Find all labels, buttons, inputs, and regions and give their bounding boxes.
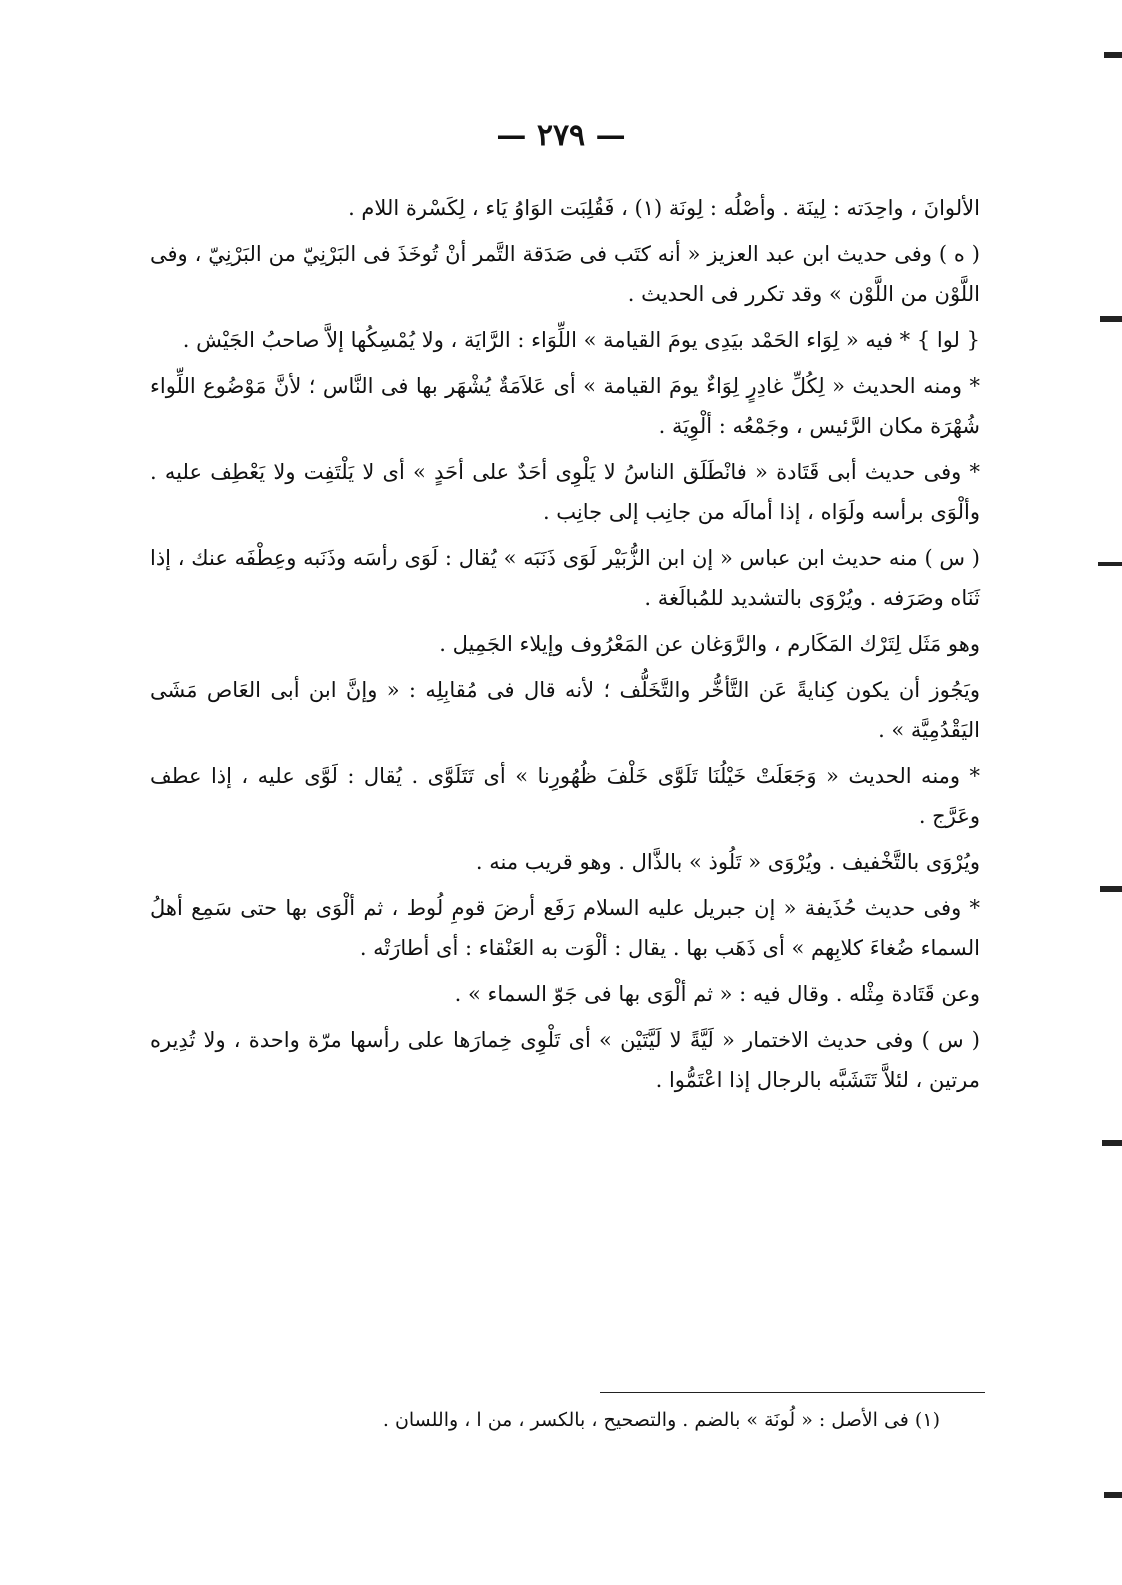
footnote-divider (600, 1392, 985, 1393)
footnote: (١) فى الأصل : « لُونَة » بالضم . والتصحيح ، بالكسر ، من ا ، واللسان . (382, 1409, 940, 1431)
paragraph-7: وهو مَثَل لِتَرْك المَكَارم ، والرَّوَغان عن المَعْرُوف وإيلاء الجَمِيل . (439, 632, 980, 656)
paragraph-1: الألوانَ ، واحِدَته : لِينَة . وأصْلُه : لِونَة (١) ، فَقُلِبَت الوَاوُ يَاء ، لِكَسْرة اللام . (348, 196, 980, 220)
paragraph-8: ويَجُوز أن يكون كِنايةً عَن التَّأخُّر والتَّخَلُّف ؛ لأنه قال فى مُقابِلِه : « وإنَّ ابن أبى العَاص مَشَى اليَقْدُمِيَّة » . (150, 678, 980, 742)
scan-edge-mark (1104, 52, 1122, 58)
paragraph-9: * ومنه الحديث « وَجَعَلَتْ خَيْلُنَا تَلَوَّى خَلْفَ ظُهُورِنا » أى تَتَلَوَّى . يُقال : لَوَّى عليه ، إذا عطف وعَرَّج . (150, 764, 980, 828)
body-text (150, 188, 980, 1100)
paragraph-2: ( ه ) وفى حديث ابن عبد العزيز « أنه كتَب فى صَدَقة التَّمر أنْ تُوخَذَ فى البَرْنِيّ من البَرْنِيّ ، وفى اللَّوْن من اللَّوْن » وقد تكرر فى الحديث . (150, 242, 980, 306)
page-number: — ٢٧٩ — (496, 118, 626, 153)
scan-edge-mark (1102, 1140, 1122, 1146)
paragraph-5: * وفى حديث أبى قَتَادة « فانْطَلَق الناسُ لا يَلْوِى أحَدٌ على أحَدٍ » أى لا يَلْتَفِت ولا يَعْطِف عليه . وألْوَى برأسه ولَوَاه ، إذا أمالَه من جانِب إلى جانِب . (150, 460, 980, 524)
paragraph-4: * ومنه الحديث « لِكُلِّ غادِرٍ لِوَاءٌ يومَ القيامة » أى عَلاَمَةٌ يُشْهَر بها فى النَّاس ؛ لأنَّ مَوْضُوع اللِّواء شُهْرَة مكان الرَّئيس ، وجَمْعُه : ألْوِيَة . (150, 374, 980, 438)
scan-edge-mark (1098, 562, 1122, 566)
paragraph-6: ( س ) منه حديث ابن عباس « إن ابن الزُّبَيْر لَوَى ذَنَبَه » يُقال : لَوَى رأسَه وذَنَبه وعِطْفَه عنك ، إذا ثَنَاه وصَرَفه . ويُرْوَى بالتشديد للمُبالَغة . (150, 546, 980, 610)
scan-edge-mark (1100, 316, 1122, 322)
paragraph-13: ( س ) وفى حديث الاختمار « لَيَّةً لا لَيَّتَيْن » أى تَلْوِى خِمارَها على رأسها مرّة واحدة ، ولا تُدِيره مرتين ، لئلاَّ تَتَشَبَّه بالرجال إذا اعْتَمُّوا . (150, 1028, 980, 1092)
scan-edge-mark (1104, 1492, 1122, 1498)
paragraph-11: * وفى حديث حُذَيفة « إن جبريل عليه السلام رَفَع أرضَ قومِ لُوط ، ثم ألْوَى بها حتى سَمِع أهلُ السماء ضُغاءَ كلابِهم » أى ذَهَب بها . يقال : ألْوَت به العَنْقاء : أى أطارَتْه . (150, 896, 980, 960)
scan-edge-mark (1100, 886, 1122, 892)
paragraph-10: ويُرْوَى بالتَّخْفيف . ويُرْوَى « تَلُوذ » بالذَّال . وهو قريب منه . (475, 850, 980, 874)
paragraph-12: وعن قَتَادة مِثْله . وقال فيه : « ثم ألْوَى بها فى جَوّ السماء » . (454, 982, 980, 1006)
paragraph-3-entry-lwa: { لوا } * فيه « لِوَاء الحَمْد بيَدِى يومَ القيامة » اللِّوَاء : الرَّايَة ، ولا يُمْسِكُها إلاَّ صاحبُ الجَيْش . (182, 328, 980, 352)
